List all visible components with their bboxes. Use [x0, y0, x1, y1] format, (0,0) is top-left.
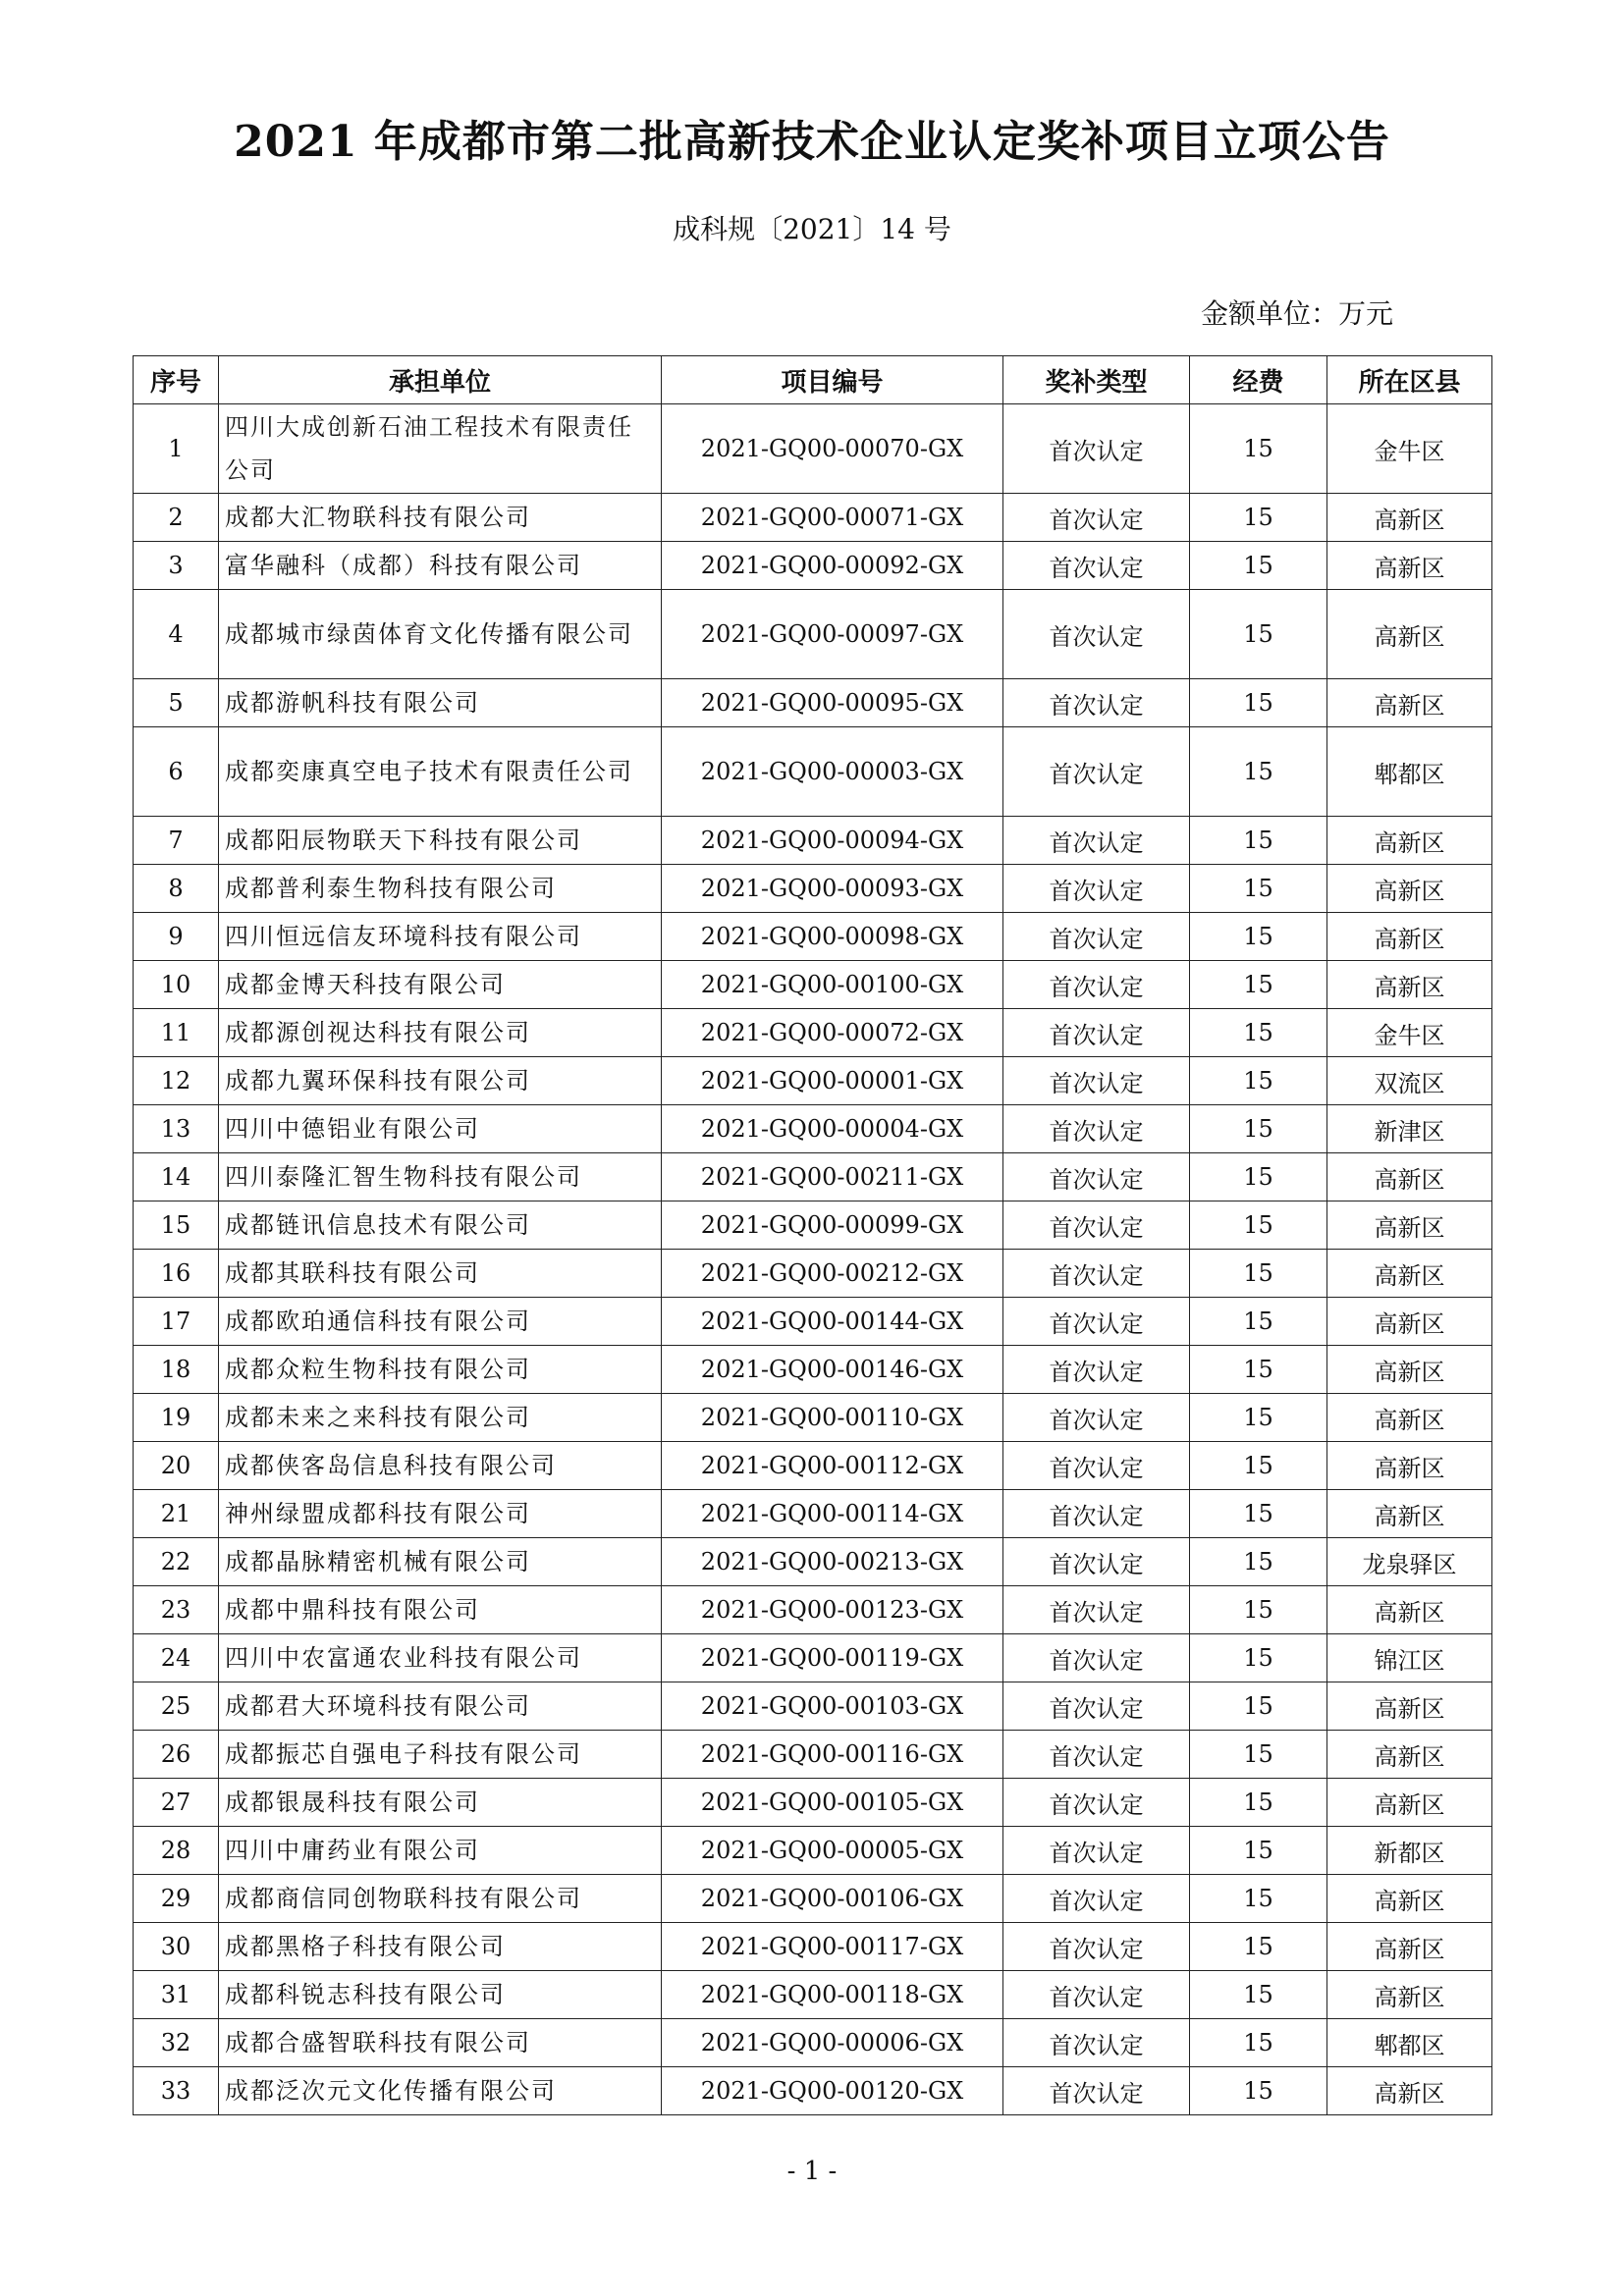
district-name: 锦江区	[1327, 1634, 1492, 1682]
document-number: 成科规〔2021〕14 号	[673, 213, 951, 245]
table-row	[134, 1971, 1492, 2019]
table-row	[134, 1779, 1492, 1827]
district-name: 金牛区	[1327, 1009, 1492, 1057]
district-name: 新都区	[1327, 1827, 1492, 1875]
district-name: 高新区	[1327, 817, 1492, 865]
award-type: 首次认定	[1003, 1346, 1190, 1394]
district-name: 高新区	[1327, 542, 1492, 590]
funding-amount: 15	[1190, 1827, 1327, 1875]
row-number: 20	[134, 1442, 219, 1490]
district-name: 高新区	[1327, 1490, 1492, 1538]
table-row	[134, 913, 1492, 961]
district-name: 高新区	[1327, 961, 1492, 1009]
award-type: 首次认定	[1003, 2067, 1190, 2115]
funding-amount: 15	[1190, 1779, 1327, 1827]
column-header-no: 序号	[134, 356, 219, 404]
company-name: 四川中庸药业有限公司	[219, 1827, 662, 1875]
district-name: 高新区	[1327, 2067, 1492, 2115]
table-row	[134, 1201, 1492, 1250]
funding-amount: 15	[1190, 1250, 1327, 1298]
district-name: 高新区	[1327, 1394, 1492, 1442]
row-number: 15	[134, 1201, 219, 1250]
funding-amount: 15	[1190, 679, 1327, 727]
district-name: 高新区	[1327, 1298, 1492, 1346]
funding-amount: 15	[1190, 1490, 1327, 1538]
award-type: 首次认定	[1003, 1490, 1190, 1538]
project-code: 2021-GQ00-00070-GX	[662, 404, 1003, 494]
table-row	[134, 2019, 1492, 2067]
row-number: 21	[134, 1490, 219, 1538]
district-name: 新津区	[1327, 1105, 1492, 1153]
company-name: 四川泰隆汇智生物科技有限公司	[219, 1153, 662, 1201]
column-header-unit: 承担单位	[219, 356, 662, 404]
district-name: 郫都区	[1327, 2019, 1492, 2067]
award-type: 首次认定	[1003, 961, 1190, 1009]
table-row	[134, 404, 1492, 494]
award-type: 首次认定	[1003, 1731, 1190, 1779]
district-name: 高新区	[1327, 1779, 1492, 1827]
district-name: 高新区	[1327, 1875, 1492, 1923]
row-number: 2	[134, 494, 219, 542]
award-type: 首次认定	[1003, 1827, 1190, 1875]
company-name: 成都其联科技有限公司	[219, 1250, 662, 1298]
funding-amount: 15	[1190, 817, 1327, 865]
table-row	[134, 1009, 1492, 1057]
table-row	[134, 1682, 1492, 1731]
district-name: 高新区	[1327, 494, 1492, 542]
district-name: 高新区	[1327, 590, 1492, 679]
row-number: 11	[134, 1009, 219, 1057]
funding-amount: 15	[1190, 1442, 1327, 1490]
funding-amount: 15	[1190, 727, 1327, 817]
award-type: 首次认定	[1003, 865, 1190, 913]
company-name: 四川中德铝业有限公司	[219, 1105, 662, 1153]
row-number: 29	[134, 1875, 219, 1923]
project-code: 2021-GQ00-00105-GX	[662, 1779, 1003, 1827]
table-row	[134, 1442, 1492, 1490]
company-name: 成都链讯信息技术有限公司	[219, 1201, 662, 1250]
table-row	[134, 1346, 1492, 1394]
row-number: 8	[134, 865, 219, 913]
project-code: 2021-GQ00-00092-GX	[662, 542, 1003, 590]
table-row	[134, 727, 1492, 817]
company-name: 成都中鼎科技有限公司	[219, 1586, 662, 1634]
project-code: 2021-GQ00-00097-GX	[662, 590, 1003, 679]
row-number: 1	[134, 404, 219, 494]
award-type: 首次认定	[1003, 1201, 1190, 1250]
company-name: 成都奕康真空电子技术有限责任公司	[219, 727, 662, 817]
funding-amount: 15	[1190, 1731, 1327, 1779]
company-name: 四川恒远信友环境科技有限公司	[219, 913, 662, 961]
funding-amount: 15	[1190, 2019, 1327, 2067]
row-number: 9	[134, 913, 219, 961]
award-type: 首次认定	[1003, 590, 1190, 679]
award-type: 首次认定	[1003, 494, 1190, 542]
company-name: 成都阳辰物联天下科技有限公司	[219, 817, 662, 865]
project-code: 2021-GQ00-00110-GX	[662, 1394, 1003, 1442]
project-code: 2021-GQ00-00144-GX	[662, 1298, 1003, 1346]
company-name: 成都黑格子科技有限公司	[219, 1923, 662, 1971]
table-row	[134, 1827, 1492, 1875]
district-name: 双流区	[1327, 1057, 1492, 1105]
project-code: 2021-GQ00-00006-GX	[662, 2019, 1003, 2067]
award-type: 首次认定	[1003, 1298, 1190, 1346]
award-type: 首次认定	[1003, 1105, 1190, 1153]
project-table	[133, 355, 1492, 2115]
company-name: 成都源创视达科技有限公司	[219, 1009, 662, 1057]
funding-amount: 15	[1190, 1009, 1327, 1057]
table-header-row	[134, 356, 1492, 404]
company-name: 成都游帆科技有限公司	[219, 679, 662, 727]
row-number: 23	[134, 1586, 219, 1634]
row-number: 24	[134, 1634, 219, 1682]
company-name: 成都侠客岛信息科技有限公司	[219, 1442, 662, 1490]
district-name: 高新区	[1327, 1201, 1492, 1250]
row-number: 19	[134, 1394, 219, 1442]
company-name: 成都君大环境科技有限公司	[219, 1682, 662, 1731]
company-name: 成都晶脉精密机械有限公司	[219, 1538, 662, 1586]
award-type: 首次认定	[1003, 1634, 1190, 1682]
table-row	[134, 590, 1492, 679]
award-type: 首次认定	[1003, 679, 1190, 727]
award-type: 首次认定	[1003, 913, 1190, 961]
award-type: 首次认定	[1003, 727, 1190, 817]
award-type: 首次认定	[1003, 1538, 1190, 1586]
company-name: 成都振芯自强电子科技有限公司	[219, 1731, 662, 1779]
company-name: 成都普利泰生物科技有限公司	[219, 865, 662, 913]
district-name: 高新区	[1327, 1731, 1492, 1779]
funding-amount: 15	[1190, 1971, 1327, 2019]
award-type: 首次认定	[1003, 1250, 1190, 1298]
project-code: 2021-GQ00-00093-GX	[662, 865, 1003, 913]
project-code: 2021-GQ00-00117-GX	[662, 1923, 1003, 1971]
award-type: 首次认定	[1003, 817, 1190, 865]
table-row	[134, 2067, 1492, 2115]
project-code: 2021-GQ00-00003-GX	[662, 727, 1003, 817]
column-header-code: 项目编号	[662, 356, 1003, 404]
company-name: 成都商信同创物联科技有限公司	[219, 1875, 662, 1923]
project-code: 2021-GQ00-00120-GX	[662, 2067, 1003, 2115]
company-name: 成都未来之来科技有限公司	[219, 1394, 662, 1442]
row-number: 7	[134, 817, 219, 865]
funding-amount: 15	[1190, 865, 1327, 913]
table-row	[134, 1153, 1492, 1201]
award-type: 首次认定	[1003, 542, 1190, 590]
company-name: 成都九翼环保科技有限公司	[219, 1057, 662, 1105]
row-number: 18	[134, 1346, 219, 1394]
company-name: 成都众粒生物科技有限公司	[219, 1346, 662, 1394]
district-name: 高新区	[1327, 865, 1492, 913]
award-type: 首次认定	[1003, 1682, 1190, 1731]
funding-amount: 15	[1190, 1875, 1327, 1923]
table-row	[134, 494, 1492, 542]
funding-amount: 15	[1190, 1346, 1327, 1394]
award-type: 首次认定	[1003, 1971, 1190, 2019]
district-name: 高新区	[1327, 1682, 1492, 1731]
district-name: 高新区	[1327, 679, 1492, 727]
funding-amount: 15	[1190, 1394, 1327, 1442]
district-name: 高新区	[1327, 1153, 1492, 1201]
company-name: 成都金博天科技有限公司	[219, 961, 662, 1009]
project-code: 2021-GQ00-00118-GX	[662, 1971, 1003, 2019]
award-type: 首次认定	[1003, 1923, 1190, 1971]
table-row	[134, 1875, 1492, 1923]
row-number: 16	[134, 1250, 219, 1298]
funding-amount: 15	[1190, 1586, 1327, 1634]
row-number: 12	[134, 1057, 219, 1105]
company-name: 成都大汇物联科技有限公司	[219, 494, 662, 542]
project-code: 2021-GQ00-00099-GX	[662, 1201, 1003, 1250]
row-number: 28	[134, 1827, 219, 1875]
project-code: 2021-GQ00-00095-GX	[662, 679, 1003, 727]
row-number: 22	[134, 1538, 219, 1586]
table-row	[134, 1250, 1492, 1298]
table-row	[134, 542, 1492, 590]
table-row	[134, 1538, 1492, 1586]
district-name: 高新区	[1327, 1250, 1492, 1298]
district-name: 高新区	[1327, 1971, 1492, 2019]
award-type: 首次认定	[1003, 404, 1190, 494]
funding-amount: 15	[1190, 913, 1327, 961]
funding-amount: 15	[1190, 961, 1327, 1009]
project-code: 2021-GQ00-00146-GX	[662, 1346, 1003, 1394]
award-type: 首次认定	[1003, 1442, 1190, 1490]
row-number: 6	[134, 727, 219, 817]
table-row	[134, 1731, 1492, 1779]
amount-unit-note: 金额单位：万元	[1200, 297, 1393, 330]
award-type: 首次认定	[1003, 1009, 1190, 1057]
row-number: 26	[134, 1731, 219, 1779]
funding-amount: 15	[1190, 1153, 1327, 1201]
table-row	[134, 1057, 1492, 1105]
row-number: 4	[134, 590, 219, 679]
row-number: 27	[134, 1779, 219, 1827]
project-code: 2021-GQ00-00212-GX	[662, 1250, 1003, 1298]
award-type: 首次认定	[1003, 2019, 1190, 2067]
project-code: 2021-GQ00-00106-GX	[662, 1875, 1003, 1923]
project-code: 2021-GQ00-00112-GX	[662, 1442, 1003, 1490]
award-type: 首次认定	[1003, 1586, 1190, 1634]
award-type: 首次认定	[1003, 1153, 1190, 1201]
award-type: 首次认定	[1003, 1875, 1190, 1923]
project-code: 2021-GQ00-00119-GX	[662, 1634, 1003, 1682]
row-number: 5	[134, 679, 219, 727]
row-number: 13	[134, 1105, 219, 1153]
company-name: 富华融科（成都）科技有限公司	[219, 542, 662, 590]
table-row	[134, 1394, 1492, 1442]
column-header-fund: 经费	[1190, 356, 1327, 404]
project-code: 2021-GQ00-00001-GX	[662, 1057, 1003, 1105]
funding-amount: 15	[1190, 404, 1327, 494]
project-code: 2021-GQ00-00005-GX	[662, 1827, 1003, 1875]
company-name: 神州绿盟成都科技有限公司	[219, 1490, 662, 1538]
company-name: 四川中农富通农业科技有限公司	[219, 1634, 662, 1682]
district-name: 金牛区	[1327, 404, 1492, 494]
funding-amount: 15	[1190, 542, 1327, 590]
district-name: 高新区	[1327, 913, 1492, 961]
funding-amount: 15	[1190, 1923, 1327, 1971]
row-number: 25	[134, 1682, 219, 1731]
company-name: 成都城市绿茵体育文化传播有限公司	[219, 590, 662, 679]
row-number: 17	[134, 1298, 219, 1346]
award-type: 首次认定	[1003, 1394, 1190, 1442]
row-number: 31	[134, 1971, 219, 2019]
column-header-type: 奖补类型	[1003, 356, 1190, 404]
district-name: 高新区	[1327, 1346, 1492, 1394]
project-code: 2021-GQ00-00100-GX	[662, 961, 1003, 1009]
row-number: 3	[134, 542, 219, 590]
funding-amount: 15	[1190, 1634, 1327, 1682]
project-code: 2021-GQ00-00103-GX	[662, 1682, 1003, 1731]
table-row	[134, 961, 1492, 1009]
company-name: 成都泛次元文化传播有限公司	[219, 2067, 662, 2115]
funding-amount: 15	[1190, 2067, 1327, 2115]
company-name: 成都欧珀通信科技有限公司	[219, 1298, 662, 1346]
funding-amount: 15	[1190, 1682, 1327, 1731]
award-type: 首次认定	[1003, 1779, 1190, 1827]
company-name: 四川大成创新石油工程技术有限责任公司	[219, 404, 662, 494]
project-code: 2021-GQ00-00123-GX	[662, 1586, 1003, 1634]
table-row	[134, 1105, 1492, 1153]
page-number: - 1 -	[786, 2157, 838, 2186]
funding-amount: 15	[1190, 590, 1327, 679]
row-number: 30	[134, 1923, 219, 1971]
table-body	[134, 404, 1492, 2115]
project-code: 2021-GQ00-00071-GX	[662, 494, 1003, 542]
district-name: 郫都区	[1327, 727, 1492, 817]
award-type: 首次认定	[1003, 1057, 1190, 1105]
project-code: 2021-GQ00-00116-GX	[662, 1731, 1003, 1779]
funding-amount: 15	[1190, 494, 1327, 542]
project-code: 2021-GQ00-00094-GX	[662, 817, 1003, 865]
table-row	[134, 679, 1492, 727]
table-row	[134, 1923, 1492, 1971]
company-name: 成都银晟科技有限公司	[219, 1779, 662, 1827]
table-row	[134, 1586, 1492, 1634]
district-name: 高新区	[1327, 1586, 1492, 1634]
project-code: 2021-GQ00-00211-GX	[662, 1153, 1003, 1201]
table-row	[134, 1298, 1492, 1346]
row-number: 33	[134, 2067, 219, 2115]
district-name: 高新区	[1327, 1923, 1492, 1971]
table-row	[134, 865, 1492, 913]
funding-amount: 15	[1190, 1105, 1327, 1153]
row-number: 14	[134, 1153, 219, 1201]
table-row	[134, 1634, 1492, 1682]
document-title: 2021 年成都市第二批高新技术企业认定奖补项目立项公告	[234, 117, 1390, 167]
project-code: 2021-GQ00-00072-GX	[662, 1009, 1003, 1057]
project-code: 2021-GQ00-00213-GX	[662, 1538, 1003, 1586]
row-number: 32	[134, 2019, 219, 2067]
district-name: 高新区	[1327, 1442, 1492, 1490]
funding-amount: 15	[1190, 1298, 1327, 1346]
funding-amount: 15	[1190, 1201, 1327, 1250]
project-code: 2021-GQ00-00098-GX	[662, 913, 1003, 961]
company-name: 成都科锐志科技有限公司	[219, 1971, 662, 2019]
project-code: 2021-GQ00-00004-GX	[662, 1105, 1003, 1153]
column-header-district: 所在区县	[1327, 356, 1492, 404]
table-row	[134, 1490, 1492, 1538]
funding-amount: 15	[1190, 1538, 1327, 1586]
row-number: 10	[134, 961, 219, 1009]
table-row	[134, 817, 1492, 865]
district-name: 龙泉驿区	[1327, 1538, 1492, 1586]
funding-amount: 15	[1190, 1057, 1327, 1105]
project-code: 2021-GQ00-00114-GX	[662, 1490, 1003, 1538]
company-name: 成都合盛智联科技有限公司	[219, 2019, 662, 2067]
